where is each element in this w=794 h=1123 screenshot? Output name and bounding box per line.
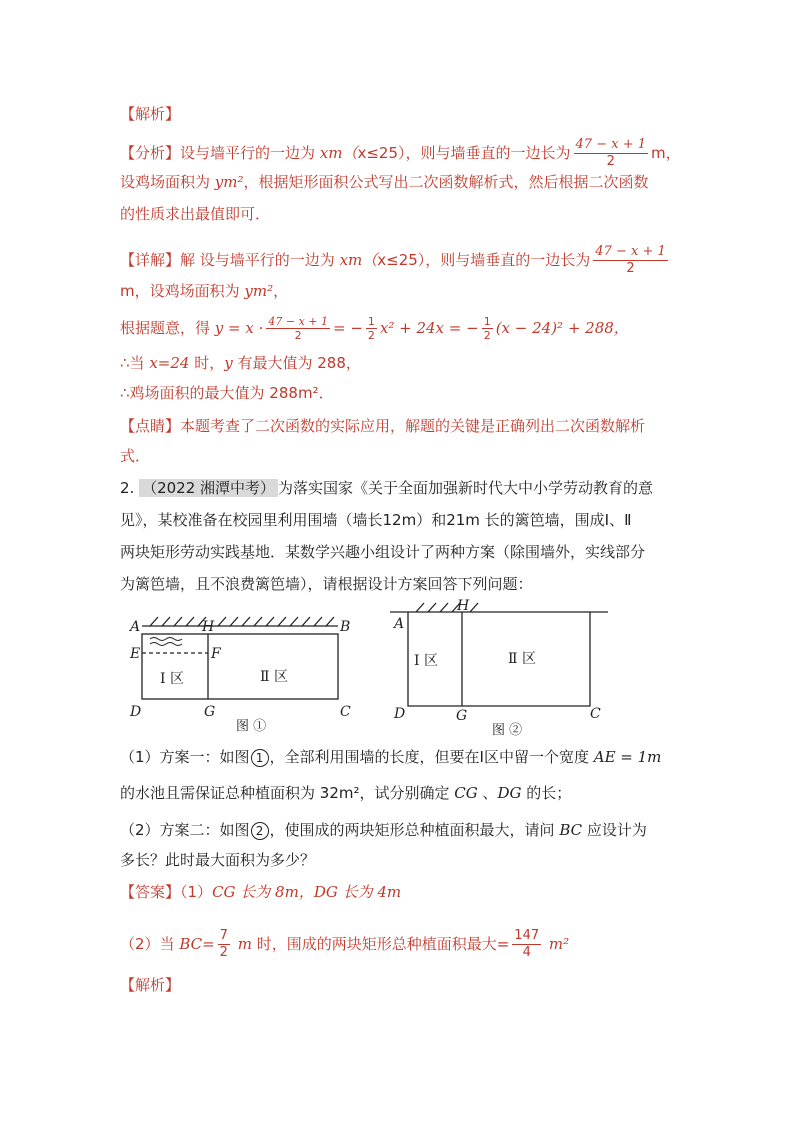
- label-C: C: [590, 706, 601, 722]
- source-tag: （2022 湘潭中考）: [139, 479, 278, 497]
- dianjing-line-1: 【点睛】本题考查了二次函数的实际应用，解题的关键是正确列出二次函数解析: [120, 417, 646, 435]
- fenxi-line-3: 的性质求出最值即可．: [120, 205, 271, 223]
- xiangjie-line-2: m，设鸡场面积为 ym²，: [120, 282, 289, 300]
- label-H: H: [202, 619, 215, 635]
- zone-2-label: Ⅱ 区: [260, 669, 288, 685]
- fraction: $\frac{7}{2}$: [219, 928, 228, 960]
- figure-1: [120, 606, 360, 738]
- figure-2: [390, 594, 615, 736]
- zone-1-label: Ⅰ 区: [414, 653, 438, 669]
- xiangjie-line-1: 【详解】解 设与墙平行的一边为 xm（x≤25），则与墙垂直的一边长为 $\frac{47 - x + 1}{2}$: [120, 244, 666, 276]
- label-A: A: [130, 619, 141, 635]
- circled-number-2: 2: [251, 822, 269, 840]
- label-H: H: [457, 598, 470, 614]
- problem2-line-2: 见》，某校准备在校园里利用围墙（墙长12m）和21m 长的篱笆墙，围成Ⅰ、Ⅱ: [120, 511, 632, 529]
- answer-line-1: 【答案】（1）CG 长为 8m，DG 长为 4m: [120, 883, 402, 901]
- label-E: E: [130, 646, 141, 662]
- fraction: $\frac{47 - x + 1}{2}$: [575, 137, 646, 169]
- zone-2-label: Ⅱ 区: [508, 651, 536, 667]
- answer-line-2: （2）当 BC= $\frac{7}{2}$ m 时，围成的两块矩形总种植面积最大= $\frac{147}{4}$ m²: [120, 928, 570, 960]
- label-C: C: [340, 704, 351, 720]
- problem2-line-1: 2. （2022 湘潭中考） 为落实国家《关于全面加强新时代大中小学劳动教育的意: [120, 479, 654, 497]
- fraction: $\frac{1}{2}$: [483, 315, 491, 342]
- equation-line: 根据题意，得 y = x · $\frac{47 - x + 1}{2}$ = − $\frac{1}{2}$ x² + 24x = − $\frac{1}{2}$ (x − 24)² + 288，: [120, 315, 629, 342]
- label-G: G: [456, 708, 468, 724]
- label-D: D: [394, 706, 406, 722]
- fenxi-tag: 【分析】: [120, 144, 181, 162]
- label-A: A: [394, 616, 405, 632]
- fraction: $\frac{1}{2}$: [367, 315, 375, 342]
- problem2-line-3: 两块矩形劳动实践基地．某数学兴趣小组设计了两种方案（除围墙外，实线部分: [120, 543, 646, 561]
- answer-tag: 【答案】: [120, 883, 181, 901]
- analysis-heading-2: 【解析】: [120, 976, 181, 994]
- wall-hatch: [150, 617, 334, 626]
- analysis-heading: 【解析】: [120, 105, 181, 123]
- question-1-line-2: 的水池且需保证总种植面积为 32m²，试分别确定 CG 、DG 的长；: [120, 784, 572, 802]
- conclusion-2: ∴鸡场面积的最大值为 288m²．: [120, 384, 334, 402]
- fenxi-line-2: 设鸡场面积为 ym²，根据矩形面积公式写出二次函数解析式，然后根据二次函数: [120, 173, 649, 191]
- fraction: $\frac{47 - x + 1}{2}$: [268, 315, 328, 342]
- fenxi-line-1: 【分析】设与墙平行的一边为 xm（x≤25），则与墙垂直的一边长为 $\frac{47 - x + 1}{2}$ m，: [120, 137, 681, 169]
- circled-number-1: 1: [251, 749, 269, 767]
- xiangjie-tag: 【详解】: [120, 251, 181, 269]
- label-G: G: [204, 704, 216, 720]
- problem2-line-4: 为篱笆墙，且不浪费篱笆墙），请根据设计方案回答下列问题：: [120, 575, 533, 593]
- label-D: D: [130, 704, 142, 720]
- question-2-line-1: （2）方案二：如图 2 ，使围成的两块矩形总种植面积最大，请问 BC 应设计为: [120, 821, 647, 839]
- fraction: $\frac{47 - x + 1}{2}$: [595, 244, 666, 276]
- outer-rect: [142, 634, 338, 699]
- zone-1-label: Ⅰ 区: [160, 671, 184, 687]
- conclusion-1: ∴当 x=24 时，y 有最大值为 288，: [120, 354, 361, 372]
- dianjing-line-2: 式．: [120, 447, 151, 465]
- question-1-line-1: （1）方案一：如图 1 ，全部利用围墙的长度，但要在Ⅰ区中留一个宽度 AE = 1m: [120, 748, 662, 766]
- fraction: $\frac{147}{4}$: [514, 928, 540, 960]
- figure-2-caption: 图 ②: [492, 723, 523, 736]
- dianjing-tag: 【点睛】: [120, 417, 181, 435]
- label-B: B: [340, 619, 351, 635]
- label-F: F: [211, 646, 221, 662]
- problem-number: 2.: [120, 479, 135, 497]
- question-2-line-2: 多长？此时最大面积为多少？: [120, 851, 316, 869]
- figure-1-caption: 图 ①: [236, 719, 267, 734]
